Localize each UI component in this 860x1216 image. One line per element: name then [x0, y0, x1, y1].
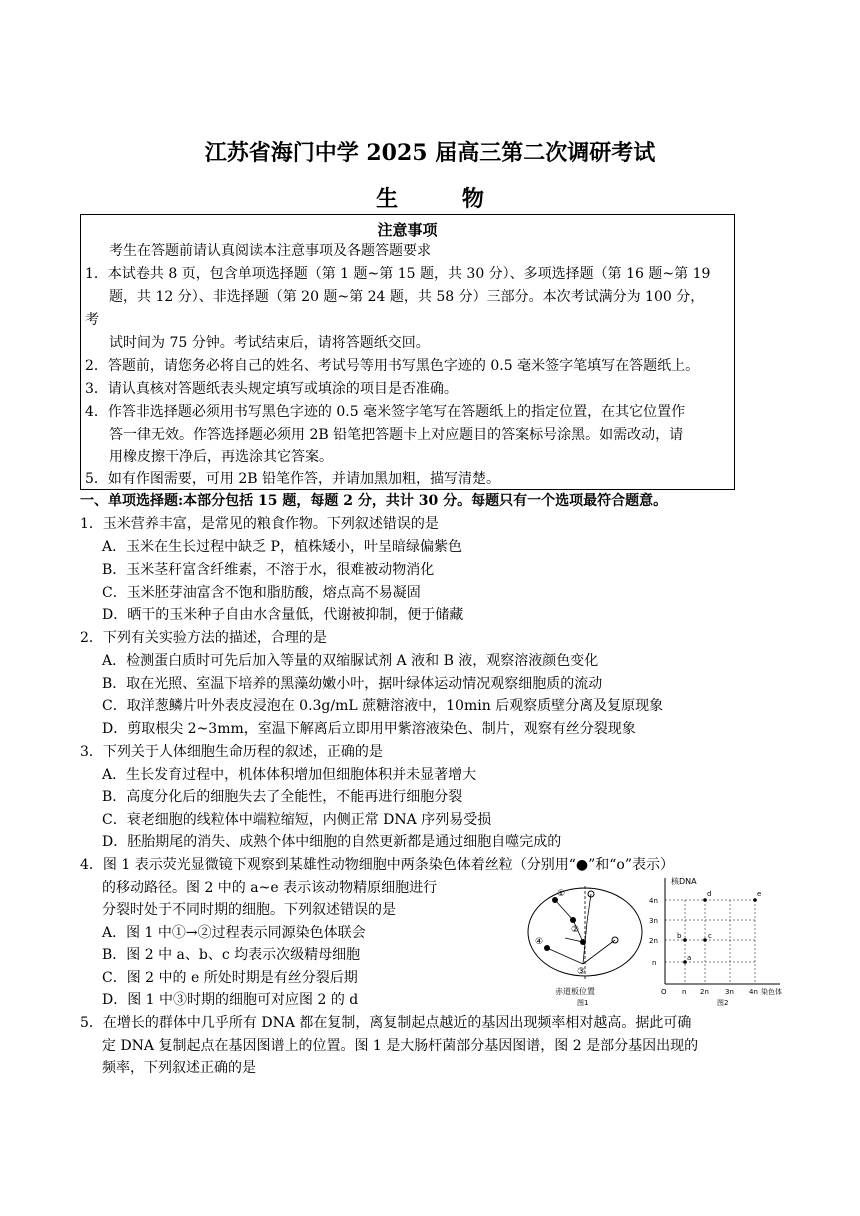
- data-point: [703, 898, 707, 902]
- y-tick: 3n: [649, 917, 658, 925]
- fig1-label: 赤道板位置: [555, 987, 595, 996]
- notice-heading: 注意事项: [377, 221, 438, 239]
- notice-line: 题，共 12 分）、非选择题（第 20 题~第 24 题，共 58 分）三部分。本次考试满分为 100 分，: [109, 289, 705, 305]
- option: A．检测蛋白质时可先后加入等量的双缩脲试剂 A 液和 B 液，观察溶液颜色变化: [102, 653, 599, 669]
- centromere-dot: [544, 945, 550, 951]
- question-stem: 5．在增长的群体中几乎所有 DNA 都在复制，离复制起点越近的基因出现频率相对越高。据此可确: [80, 1015, 692, 1031]
- question-stem: 2．下列有关实验方法的描述，合理的是: [80, 630, 327, 646]
- question-stem: 3．下列关于人体细胞生命历程的叙述，正确的是: [80, 744, 383, 760]
- fig2-xlabel: 染色体: [761, 988, 782, 996]
- data-point: [703, 938, 707, 942]
- x-tick: n: [682, 988, 687, 996]
- point-label: b: [677, 932, 682, 940]
- section-heading: 一、单项选择题:本部分包括 15 题，每题 2 分，共计 30 分。每题只有一个选项最符合题意。: [80, 493, 668, 509]
- point-label: a: [687, 954, 692, 962]
- option: D．剪取根尖 2~3mm，室温下解离后立即用甲紫溶液染色、制片，观察有丝分裂现象: [102, 721, 636, 737]
- option: D．图 1 中③时期的细胞可对应图 2 的 d: [102, 992, 359, 1008]
- question-stem: 1．玉米营养丰富，是常见的粮食作物。下列叙述错误的是: [80, 516, 439, 532]
- notice-line: 试时间为 75 分钟。考试结束后，请将答题纸交回。: [109, 335, 430, 351]
- notice-line: 用橡皮擦干净后，再选涂其它答案。: [109, 449, 333, 465]
- notice-line: 5．如有作图需要，可用 2B 铅笔作答，并请加黑加粗，描写清楚。: [85, 471, 501, 487]
- data-point: [753, 898, 757, 902]
- option: B．图 2 中 a、b、c 均表示次级精母细胞: [102, 947, 361, 963]
- option: D．胚胎期尾的消失、成熟个体中细胞的自然更新都是通过细胞自噬完成的: [102, 834, 562, 850]
- y-tick: 4n: [649, 897, 658, 905]
- option: A．玉米在生长过程中缺乏 P，植株矮小，叶呈暗绿偏紫色: [102, 539, 462, 555]
- question-stem: 的移动路径。图 2 中的 a~e 表示该动物精原细胞进行: [102, 880, 438, 896]
- option: C．图 2 中的 e 所处时期是有丝分裂后期: [102, 970, 358, 986]
- centromere-dot: [580, 939, 586, 945]
- marker-label: ④: [535, 937, 544, 947]
- exam-title: 江苏省海门中学 2025 届高三第二次调研考试: [204, 140, 656, 166]
- option: B．高度分化后的细胞失去了全能性，不能再进行细胞分裂: [102, 789, 463, 805]
- centromere-dot: [570, 917, 576, 923]
- option: C．玉米胚芽油富含不饱和脂肪酸，熔点高不易凝固: [102, 585, 421, 601]
- notice-box: [80, 214, 735, 490]
- question-stem: 定 DNA 复制起点在基因图谱上的位置。图 1 是大肠杆菌部分基因图谱，图 2 是部分基因出现的: [102, 1038, 699, 1054]
- figure-1: [528, 886, 642, 1007]
- question-stem: 4．图 1 表示荧光显微镜下观察到某雄性动物细胞中两条染色体着丝粒（分别用“●”和“o”表示）: [80, 857, 674, 873]
- notice-line: 2．答题前，请您务必将自己的姓名、考试号等用书写黑色字迹的 0.5 毫米签字笔填写在答题纸上。: [85, 358, 700, 374]
- data-point: [683, 938, 687, 942]
- x-tick: O: [661, 988, 667, 996]
- question-4-figure: [525, 874, 785, 1008]
- option: B．玉米茎秆富含纤维素，不溶于水，很难被动物消化: [102, 562, 435, 578]
- notice-line: 3．请认真核对答题纸表头规定填写或填涂的项目是否准确。: [85, 381, 458, 397]
- option: C．衰老细胞的线粒体中端粒缩短，内侧正常 DNA 序列易受损: [102, 812, 492, 828]
- marker-label: ③: [577, 967, 586, 977]
- fig1-caption: 图1: [577, 999, 589, 1007]
- notice-intro: 考生在答题前请认真阅读本注意事项及各题答题要求: [109, 243, 431, 259]
- question-stem: 分裂时处于不同时期的细胞。下列叙述错误的是: [102, 902, 396, 918]
- x-tick: 2n: [700, 988, 709, 996]
- y-tick: n: [652, 959, 657, 967]
- option: C．取洋葱鳞片叶外表皮浸泡在 0.3g/mL 蔗糖溶液中，10min 后观察质壁分离及复原现象: [102, 698, 664, 714]
- figure-2: [649, 876, 782, 1007]
- marker-label: ②: [571, 925, 580, 935]
- y-tick: 2n: [649, 937, 658, 945]
- option: A．生长发育过程中，机体体积增加但细胞体积并未显著增大: [102, 767, 477, 783]
- fig2-ylabel: 核DNA: [671, 877, 697, 886]
- notice-line: 1．本试卷共 8 页，包含单项选择题（第 1 题~第 15 题，共 30 分）、多项选择题（第 16 题~第 19: [85, 266, 711, 282]
- subject-title: 生 物: [376, 186, 512, 212]
- point-label: c: [708, 932, 712, 940]
- question-stem: 频率，下列叙述正确的是: [102, 1060, 256, 1076]
- option: A．图 1 中①→②过程表示同源染色体联会: [102, 925, 366, 941]
- notice-line: 考: [85, 312, 99, 328]
- marker-label: ①: [557, 889, 566, 899]
- point-label: e: [757, 890, 762, 898]
- x-tick: 3n: [725, 988, 734, 996]
- point-label: d: [707, 890, 712, 898]
- fig2-caption: 图2: [717, 999, 729, 1007]
- x-tick: 4n: [749, 988, 758, 996]
- notice-line: 答一律无效。作答选择题必须用 2B 铅笔把答题卡上对应题目的答案标号涂黑。如需改动，请: [109, 427, 684, 443]
- notice-line: 4．作答非选择题必须用书写黑色字迹的 0.5 毫米签字笔写在答题纸上的指定位置，在其它位置作: [85, 404, 686, 420]
- option: D．晒干的玉米种子自由水含量低，代谢被抑制，便于储藏: [102, 607, 464, 623]
- option: B．取在光照、室温下培养的黑藻幼嫩小叶，据叶绿体运动情况观察细胞质的流动: [102, 676, 603, 692]
